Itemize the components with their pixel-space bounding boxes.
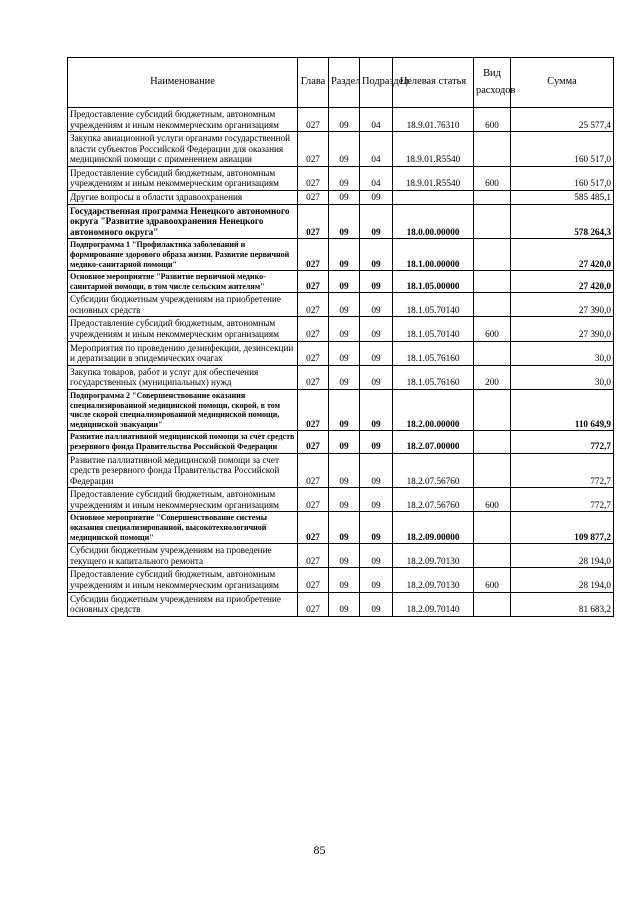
- glava-cell: 027: [298, 389, 329, 430]
- summa-cell: 109 877,2: [511, 512, 614, 544]
- header-glava: Глава: [298, 58, 329, 108]
- glava-cell: 027: [298, 204, 329, 239]
- razdel-cell: 09: [329, 341, 360, 365]
- name-cell: Предоставление субсидий бюджетным, автономным учреждениям и иным некоммерческим организациям: [68, 108, 298, 132]
- name-cell: Развитие паллиативной медицинской помощи за счет средств резервного фонда Правительства Российской Федерации: [68, 453, 298, 488]
- glava-cell: 027: [298, 592, 329, 616]
- summa-cell: 772,7: [511, 431, 614, 453]
- glava-cell: 027: [298, 431, 329, 453]
- name-cell: Субсидии бюджетным учреждениям на приобретение основных средств: [68, 592, 298, 616]
- table-row: [68, 453, 614, 488]
- tselevaya-cell: 18.9.01.76310: [393, 108, 474, 132]
- vid-cell: [474, 191, 511, 205]
- razdel-cell: 09: [329, 166, 360, 190]
- summa-cell: 27 420,0: [511, 239, 614, 271]
- name-cell: Предоставление субсидий бюджетным, автономным учреждениям и иным некоммерческим организациям: [68, 488, 298, 512]
- podrazdel-cell: 09: [360, 317, 393, 341]
- table-row: [68, 592, 614, 616]
- razdel-cell: 09: [329, 389, 360, 430]
- summa-cell: 27 390,0: [511, 317, 614, 341]
- table-row: [68, 431, 614, 453]
- tselevaya-cell: 18.1.05.76160: [393, 365, 474, 389]
- table-row: [68, 512, 614, 544]
- tselevaya-cell: 18.9.01.R5540: [393, 166, 474, 190]
- name-cell: Предоставление субсидий бюджетным, автономным учреждениям и иным некоммерческим организациям: [68, 166, 298, 190]
- vid-cell: 600: [474, 568, 511, 592]
- summa-cell: 160 517,0: [511, 132, 614, 167]
- header-tselevaya: Целевая статья: [393, 58, 474, 108]
- summa-cell: 27 390,0: [511, 293, 614, 317]
- name-cell: Другие вопросы в области здравоохранения: [68, 191, 298, 205]
- name-cell: Развитие паллиативной медицинской помощи за счет средств резервного фонда Правительства Российской Федерации: [68, 431, 298, 453]
- glava-cell: 027: [298, 108, 329, 132]
- vid-cell: [474, 239, 511, 271]
- name-cell: Предоставление субсидий бюджетным, автономным учреждениям и иным некоммерческим организациям: [68, 568, 298, 592]
- podrazdel-cell: 09: [360, 389, 393, 430]
- vid-cell: [474, 132, 511, 167]
- name-cell: Закупка товаров, работ и услуг для обеспечения государственных (муниципальных) нужд: [68, 365, 298, 389]
- podrazdel-cell: 09: [360, 204, 393, 239]
- name-cell: Субсидии бюджетным учреждениям на приобретение основных средств: [68, 293, 298, 317]
- podrazdel-cell: 09: [360, 568, 393, 592]
- podrazdel-cell: 09: [360, 365, 393, 389]
- summa-cell: 772,7: [511, 453, 614, 488]
- razdel-cell: 09: [329, 271, 360, 293]
- summa-cell: 25 577,4: [511, 108, 614, 132]
- table-row: [68, 317, 614, 341]
- tselevaya-cell: 18.2.07.00000: [393, 431, 474, 453]
- razdel-cell: 09: [329, 544, 360, 568]
- vid-cell: 600: [474, 488, 511, 512]
- vid-cell: [474, 592, 511, 616]
- tselevaya-cell: 18.2.09.70130: [393, 568, 474, 592]
- page-number: 85: [313, 843, 326, 857]
- glava-cell: 027: [298, 365, 329, 389]
- tselevaya-cell: 18.2.09.70130: [393, 544, 474, 568]
- razdel-cell: 09: [329, 592, 360, 616]
- table-row: [68, 191, 614, 205]
- summa-cell: 160 517,0: [511, 166, 614, 190]
- glava-cell: 027: [298, 132, 329, 167]
- summa-cell: 585 485,1: [511, 191, 614, 205]
- name-cell: Субсидии бюджетным учреждениям на проведение текущего и капитального ремонта: [68, 544, 298, 568]
- tselevaya-cell: 18.2.09.70140: [393, 592, 474, 616]
- podrazdel-cell: 09: [360, 293, 393, 317]
- vid-cell: [474, 389, 511, 430]
- name-cell: Государственная программа Ненецкого автономного округа "Развитие здравоохранения Ненецкого автономного округа": [68, 204, 298, 239]
- tselevaya-cell: 18.2.07.56760: [393, 488, 474, 512]
- razdel-cell: 09: [329, 108, 360, 132]
- vid-cell: [474, 341, 511, 365]
- table-row: [68, 365, 614, 389]
- tselevaya-cell: 18.2.07.56760: [393, 453, 474, 488]
- tselevaya-cell: 18.2.00.00000: [393, 389, 474, 430]
- budget-table: [67, 57, 614, 617]
- table-row: [68, 132, 614, 167]
- podrazdel-cell: 04: [360, 108, 393, 132]
- podrazdel-cell: 09: [360, 271, 393, 293]
- table-row: [68, 271, 614, 293]
- summa-cell: 27 420,0: [511, 271, 614, 293]
- razdel-cell: 09: [329, 365, 360, 389]
- razdel-cell: 09: [329, 191, 360, 205]
- vid-cell: [474, 512, 511, 544]
- razdel-cell: 09: [329, 568, 360, 592]
- razdel-cell: 09: [329, 431, 360, 453]
- table-row: [68, 239, 614, 271]
- glava-cell: 027: [298, 341, 329, 365]
- summa-cell: 578 264,3: [511, 204, 614, 239]
- summa-cell: 28 194,0: [511, 544, 614, 568]
- header-podrazdel: Подраздел: [360, 58, 393, 108]
- name-cell: Подпрограмма 1 "Профилактика заболеваний и формирование здорового образа жизни. Развитие первичной медико-санитарной помощи": [68, 239, 298, 271]
- glava-cell: 027: [298, 271, 329, 293]
- table-row: [68, 488, 614, 512]
- razdel-cell: 09: [329, 204, 360, 239]
- tselevaya-cell: 18.9.01.R5540: [393, 132, 474, 167]
- razdel-cell: 09: [329, 453, 360, 488]
- tselevaya-cell: 18.1.05.70140: [393, 317, 474, 341]
- glava-cell: 027: [298, 568, 329, 592]
- tselevaya-cell: [393, 191, 474, 205]
- razdel-cell: 09: [329, 317, 360, 341]
- podrazdel-cell: 09: [360, 453, 393, 488]
- summa-cell: 30,0: [511, 365, 614, 389]
- glava-cell: 027: [298, 166, 329, 190]
- name-cell: Основное мероприятие "Развитие первичной медико-санитарной помощи, в том числе сельским жителям": [68, 271, 298, 293]
- name-cell: Предоставление субсидий бюджетным, автономным учреждениям и иным некоммерческим организациям: [68, 317, 298, 341]
- podrazdel-cell: 04: [360, 166, 393, 190]
- vid-cell: 600: [474, 317, 511, 341]
- table-body: [68, 108, 614, 617]
- glava-cell: 027: [298, 544, 329, 568]
- table-header-row: [68, 58, 614, 108]
- vid-cell: [474, 544, 511, 568]
- tselevaya-cell: 18.1.05.00000: [393, 271, 474, 293]
- header-name: Наименование: [68, 58, 298, 108]
- tselevaya-cell: 18.2.09.00000: [393, 512, 474, 544]
- podrazdel-cell: 09: [360, 512, 393, 544]
- table-row: [68, 341, 614, 365]
- table-row: [68, 568, 614, 592]
- glava-cell: 027: [298, 453, 329, 488]
- razdel-cell: 09: [329, 512, 360, 544]
- glava-cell: 027: [298, 191, 329, 205]
- podrazdel-cell: 09: [360, 239, 393, 271]
- glava-cell: 027: [298, 239, 329, 271]
- podrazdel-cell: 04: [360, 132, 393, 167]
- table-row: [68, 108, 614, 132]
- tselevaya-cell: 18.0.00.00000: [393, 204, 474, 239]
- vid-cell: [474, 293, 511, 317]
- table-row: [68, 544, 614, 568]
- tselevaya-cell: 18.1.05.76160: [393, 341, 474, 365]
- tselevaya-cell: 18.1.00.00000: [393, 239, 474, 271]
- podrazdel-cell: 09: [360, 341, 393, 365]
- header-razdel: Раздел: [329, 58, 360, 108]
- vid-cell: [474, 453, 511, 488]
- vid-cell: 600: [474, 166, 511, 190]
- podrazdel-cell: 09: [360, 544, 393, 568]
- name-cell: Основное мероприятие "Совершенствование системы оказания специализированной, высокотехнологичной медицинской помощи": [68, 512, 298, 544]
- table-row: [68, 293, 614, 317]
- header-vid: Вид расходов: [474, 58, 511, 108]
- podrazdel-cell: 09: [360, 488, 393, 512]
- vid-cell: [474, 271, 511, 293]
- name-cell: Закупка авиационной услуги органами государственной власти субъектов Российской Федерации для оказания медицинской помощи с применением авиации: [68, 132, 298, 167]
- glava-cell: 027: [298, 488, 329, 512]
- vid-cell: [474, 204, 511, 239]
- glava-cell: 027: [298, 317, 329, 341]
- table-row: [68, 166, 614, 190]
- header-summa: Сумма: [511, 58, 614, 108]
- summa-cell: 81 683,2: [511, 592, 614, 616]
- razdel-cell: 09: [329, 239, 360, 271]
- glava-cell: 027: [298, 512, 329, 544]
- name-cell: Подпрограмма 2 "Совершенствование оказания специализированной медицинской помощи, скорой, в том числе скорой специализированной медицинской помощи, медицинской эвакуации": [68, 389, 298, 430]
- vid-cell: 600: [474, 108, 511, 132]
- glava-cell: 027: [298, 293, 329, 317]
- podrazdel-cell: 09: [360, 592, 393, 616]
- summa-cell: 110 649,9: [511, 389, 614, 430]
- razdel-cell: 09: [329, 132, 360, 167]
- razdel-cell: 09: [329, 488, 360, 512]
- razdel-cell: 09: [329, 293, 360, 317]
- tselevaya-cell: 18.1.05.70140: [393, 293, 474, 317]
- podrazdel-cell: 09: [360, 191, 393, 205]
- summa-cell: 30,0: [511, 341, 614, 365]
- table-row: [68, 389, 614, 430]
- table-row: [68, 204, 614, 239]
- vid-cell: 200: [474, 365, 511, 389]
- summa-cell: 28 194,0: [511, 568, 614, 592]
- summa-cell: 772,7: [511, 488, 614, 512]
- vid-cell: [474, 431, 511, 453]
- name-cell: Мероприятия по проведению дезинфекции, дезинсекции и дератизации в эпидемических очагах: [68, 341, 298, 365]
- podrazdel-cell: 09: [360, 431, 393, 453]
